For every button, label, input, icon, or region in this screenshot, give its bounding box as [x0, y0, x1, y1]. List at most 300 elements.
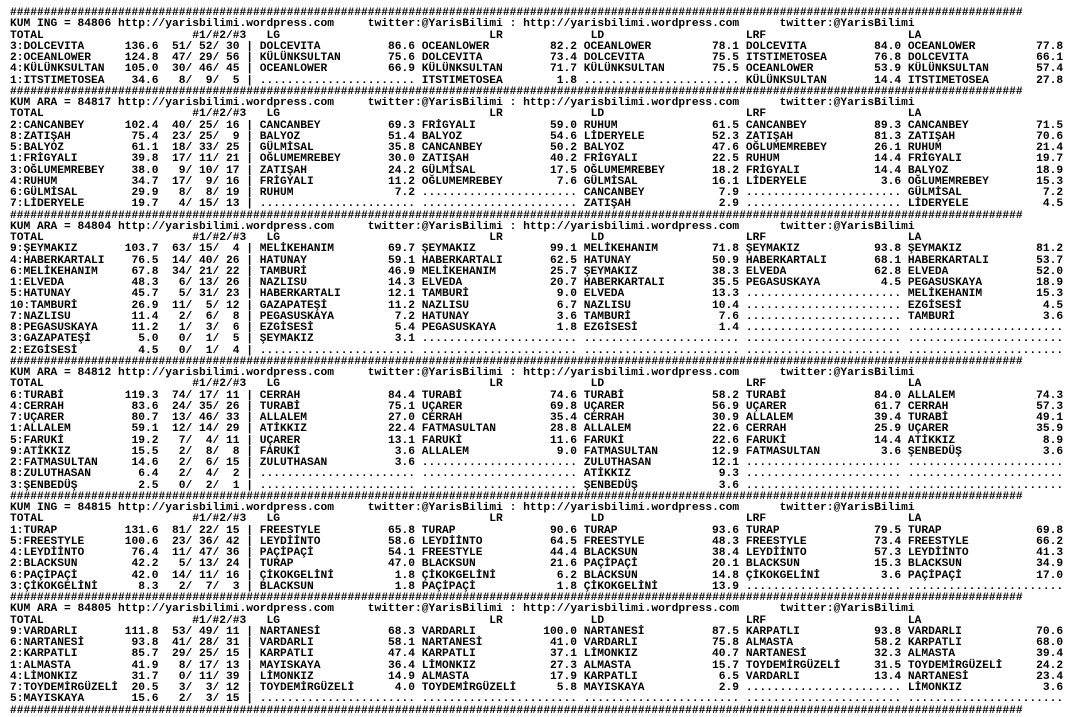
la-horse-name: HABERKARTALI: [907, 254, 989, 267]
place-2: 9: [205, 74, 213, 87]
lg-score: 22.4: [388, 423, 416, 436]
la-score: 3.6: [1042, 682, 1064, 694]
result-row: [10, 199, 1077, 210]
la-empty-dots: .......................: [907, 457, 1064, 469]
race-number: 84817: [77, 97, 112, 109]
ld-horse-name: UÇARER: [583, 400, 625, 413]
la-score: 18.9: [1036, 277, 1064, 289]
lrf-horse-name: ALMASTA: [745, 637, 794, 649]
column-header-lg: LG: [266, 513, 281, 526]
lrf-horse-name: LİDERYELE: [745, 175, 807, 188]
total-score: 102.4: [124, 119, 159, 132]
ld-horse-name: KÜLÜNKSULTAN: [583, 63, 665, 76]
la-horse-name: KARPATLI: [907, 637, 962, 649]
total-score: 105.0: [124, 63, 159, 76]
la-horse-name: ALMASTA: [907, 648, 956, 661]
entry-name: 1:ELVEDA: [10, 277, 65, 289]
place-3: 33: [226, 412, 240, 424]
result-row: [10, 244, 1077, 255]
place-3: 26: [226, 277, 240, 289]
slash: /: [212, 142, 220, 154]
gap: [415, 424, 422, 435]
column-header-lrf: LRF: [745, 378, 767, 391]
gap: [415, 469, 422, 480]
lg-horse-name: FREESTYLE: [259, 524, 321, 537]
la-score: 35.9: [1036, 423, 1064, 436]
lr-horse-name: ŞEYMAKIZ: [421, 243, 476, 256]
places-header: #1/#2/#3: [192, 378, 247, 391]
ld-horse-name: ŞENBEDÜŞ: [583, 479, 638, 492]
lr-horse-name: VARDARLI: [421, 625, 476, 638]
la-horse-name: ATİKKIZ: [907, 434, 956, 447]
place-2: 8: [205, 445, 213, 458]
lr-score: 41.0: [550, 637, 578, 649]
gap: [901, 154, 908, 165]
entry-name: 4:CERRAH: [10, 400, 65, 413]
place-2: 49: [199, 625, 213, 638]
lrf-horse-name: TOYDEMİRGÜZELİ: [745, 659, 841, 672]
lg-empty-dots: .......................: [259, 74, 416, 87]
lg-score: 68.3: [388, 625, 416, 638]
total-score: 45.7: [131, 288, 159, 301]
lrf-horse-name: LEYDİİNTO: [745, 547, 807, 559]
lr-empty-dots: .......................: [421, 479, 578, 492]
lr-empty-dots: .......................: [421, 468, 578, 481]
slash: /: [185, 558, 193, 571]
lr-score: 21.6: [550, 558, 578, 571]
entry-name: 6:TURABİ: [10, 389, 65, 402]
place-1: 2: [178, 457, 186, 469]
column-header-la: LA: [907, 108, 922, 121]
lrf-score: 93.8: [874, 625, 902, 638]
places-header: #1/#2/#3: [192, 108, 247, 121]
gap: [415, 199, 422, 210]
gap: [739, 469, 746, 480]
ld-score: 50.9: [712, 254, 740, 267]
place-3: 11: [226, 389, 240, 402]
place-1: 13: [172, 412, 186, 424]
lr-score: 35.4: [550, 412, 578, 424]
slash: /: [185, 119, 193, 132]
gap: [739, 154, 746, 165]
total-header: TOTAL: [10, 232, 44, 244]
ld-score: 75.8: [712, 637, 740, 649]
slash: /: [212, 198, 220, 211]
twitter-handle: twitter:@YarisBilimi: [779, 18, 915, 31]
ld-score: 10.4: [712, 299, 740, 312]
column-divider: |: [239, 243, 260, 256]
gap: [739, 424, 746, 435]
ld-score: 61.5: [712, 119, 740, 132]
place-3: 8: [232, 445, 240, 458]
lg-horse-name: TAMBURİ: [259, 265, 308, 278]
slash: /: [185, 254, 193, 267]
slash: /: [185, 434, 193, 447]
lg-score: 35.8: [388, 142, 416, 154]
place-3: 45: [226, 63, 240, 76]
entry-name: 1:ALLALEM: [10, 423, 71, 436]
ld-horse-name: ZATIŞAH: [583, 198, 632, 211]
place-2: 46: [199, 63, 213, 76]
lg-horse-name: FARUKİ: [259, 445, 301, 458]
place-1: 3: [178, 682, 186, 694]
lg-horse-name: CANCANBEY: [259, 119, 321, 132]
lr-horse-name: BLACKSUN: [421, 558, 476, 571]
slash: /: [185, 693, 193, 706]
result-row: [10, 649, 1077, 660]
place-1: 8: [178, 74, 186, 87]
lg-horse-name: TURABİ: [259, 400, 301, 413]
slash: /: [185, 423, 193, 436]
site-url: http://yarisbilimi.wordpress.com: [523, 502, 740, 514]
lrf-score: 61.7: [874, 400, 902, 413]
lrf-score: 84.0: [874, 389, 902, 402]
equals-sign: =: [57, 97, 78, 109]
column-divider: |: [239, 434, 260, 447]
lr-score: 3.6: [556, 310, 578, 323]
place-1: 11: [172, 299, 186, 312]
lrf-score: 84.0: [874, 40, 902, 53]
site-url: http://yarisbilimi.wordpress.com: [523, 367, 740, 379]
ld-score: 15.7: [712, 659, 740, 672]
place-2: 36: [199, 535, 213, 548]
lrf-horse-name: VARDARLI: [745, 670, 800, 683]
race-header: [10, 19, 1077, 30]
la-horse-name: TURABİ: [907, 412, 949, 424]
place-1: 11: [172, 547, 186, 559]
lg-score: 69.7: [388, 243, 416, 256]
gap: [415, 244, 422, 255]
lr-score: 100.0: [543, 625, 578, 638]
place-3: 23: [226, 288, 240, 301]
place-1: 30: [172, 63, 186, 76]
slash: /: [212, 52, 220, 64]
lg-score: 3.6: [394, 445, 416, 458]
lg-score: 11.2: [388, 175, 416, 188]
lrf-score: 57.3: [874, 547, 902, 559]
place-2: 7: [205, 580, 213, 593]
total-score: 19.2: [131, 434, 159, 447]
ld-score: 13.9: [712, 580, 740, 593]
ld-score: 13.3: [712, 288, 740, 301]
ld-horse-name: OĞLUMEMREBEY: [583, 164, 665, 177]
lr-score: 99.1: [550, 243, 578, 256]
entry-name: 10:TAMBURİ: [10, 299, 78, 312]
la-horse-name: OCEANLOWER: [907, 40, 976, 53]
lrf-score: 73.4: [874, 535, 902, 548]
separator: :: [502, 367, 524, 379]
slash: /: [212, 625, 220, 638]
place-2: 28: [199, 637, 213, 649]
lg-score: 11.2: [388, 299, 416, 312]
lrf-horse-name: RUHUM: [745, 153, 780, 166]
lrf-score: 89.3: [874, 119, 902, 132]
gap: [901, 64, 908, 75]
place-2: 25: [199, 648, 213, 661]
place-1: 53: [172, 625, 186, 638]
entry-name: 3:DOLCEVITA: [10, 40, 85, 53]
hash-divider: ######################################################################################################################################################: [10, 355, 1023, 368]
slash: /: [185, 457, 193, 469]
column-divider: |: [239, 670, 260, 683]
place-1: 47: [172, 52, 186, 64]
ld-horse-name: HATUNAY: [583, 254, 632, 267]
race-number: 84804: [77, 220, 112, 233]
lr-score: 90.6: [550, 524, 578, 537]
place-3: 25: [226, 142, 240, 154]
lr-score: 7.6: [556, 175, 578, 188]
lg-empty-dots: .......................: [259, 198, 416, 211]
column-divider: |: [239, 682, 260, 694]
slash: /: [212, 659, 220, 672]
ld-horse-name: CANCANBEY: [583, 187, 645, 199]
lr-horse-name: HATUNAY: [421, 310, 470, 323]
race-type: KUM ARA: [10, 367, 58, 379]
lr-horse-name: FARUKİ: [421, 434, 463, 447]
la-horse-name: OĞLUMEMREBEY: [907, 175, 989, 188]
la-horse-name: DOLCEVITA: [907, 52, 969, 64]
total-score: 26.9: [131, 299, 159, 312]
lr-horse-name: TOYDEMİRGÜZELİ: [421, 682, 517, 694]
column-divider: |: [239, 130, 260, 143]
column-divider: |: [239, 142, 260, 154]
lr-score: 73.4: [550, 52, 578, 64]
la-horse-name: EZGİSESİ: [907, 299, 962, 312]
la-horse-name: LEYDİİNTO: [907, 547, 969, 559]
lrf-horse-name: KÜLÜNKSULTAN: [745, 74, 827, 87]
site-url: http://yarisbilimi.wordpress.com: [118, 502, 335, 514]
lrf-score: 15.3: [874, 558, 902, 571]
ld-score: 2.9: [718, 682, 740, 694]
column-divider: |: [239, 693, 260, 706]
lg-score: 3.1: [394, 333, 416, 346]
lrf-empty-dots: .......................: [745, 479, 902, 492]
lrf-empty-dots: .......................: [745, 310, 902, 323]
slash: /: [212, 558, 220, 571]
race-number: 84805: [77, 603, 112, 616]
places-header: #1/#2/#3: [192, 513, 247, 526]
slash: /: [212, 265, 220, 278]
gap: [415, 154, 422, 165]
lg-horse-name: HABERKARTALI: [259, 288, 341, 301]
place-3: 3: [232, 580, 240, 593]
site-url: http://yarisbilimi.wordpress.com: [523, 220, 740, 233]
total-score: 59.1: [131, 423, 159, 436]
lr-score: 40.2: [550, 153, 578, 166]
place-1: 5: [178, 558, 186, 571]
column-divider: |: [239, 580, 260, 593]
lr-score: 59.0: [550, 119, 578, 132]
entry-name: 6:GÜLMİSAL: [10, 187, 78, 199]
la-score: 27.8: [1036, 74, 1064, 87]
ld-score: 12.1: [712, 457, 740, 469]
lg-horse-name: EZGİSESİ: [259, 322, 314, 334]
ld-score: 1.4: [718, 322, 740, 334]
ld-score: 87.5: [712, 625, 740, 638]
slash: /: [212, 175, 220, 188]
slash: /: [185, 389, 193, 402]
entry-name: 7:NAZLISU: [10, 310, 71, 323]
entry-name: 3:GAZAPATEŞİ: [10, 333, 92, 346]
lg-score: 75.6: [388, 52, 416, 64]
slash: /: [185, 333, 193, 346]
la-score: 41.3: [1036, 547, 1064, 559]
total-score: 76.4: [131, 547, 159, 559]
ld-horse-name: EZGİSESİ: [583, 322, 638, 334]
lr-empty-dots: .......................: [421, 187, 578, 199]
lr-score: 9.0: [556, 288, 578, 301]
la-horse-name: BLACKSUN: [907, 558, 962, 571]
slash: /: [185, 52, 193, 64]
result-row: [10, 424, 1077, 435]
gap: [577, 469, 584, 480]
total-score: 124.8: [124, 52, 159, 64]
slash: /: [185, 40, 193, 53]
la-horse-name: PEGASUSKAYA: [907, 277, 983, 289]
entry-name: 7:LİDERYELE: [10, 198, 85, 211]
place-2: 14: [199, 423, 213, 436]
lr-score: 50.2: [550, 142, 578, 154]
la-horse-name: CANCANBEY: [907, 119, 969, 132]
lg-empty-dots: .......................: [259, 344, 416, 357]
lg-empty-dots: .......................: [259, 468, 416, 481]
entry-name: 2:CANCANBEY: [10, 119, 85, 132]
place-3: 6: [232, 322, 240, 334]
twitter-handle: twitter:@YarisBilimi: [779, 220, 915, 233]
column-divider: |: [239, 164, 260, 177]
place-3: 12: [226, 299, 240, 312]
column-header-lrf: LRF: [745, 232, 767, 244]
ld-horse-name: BLACKSUN: [583, 547, 638, 559]
la-empty-dots: .......................: [907, 468, 1064, 481]
total-score: 61.1: [131, 142, 159, 154]
column-divider: |: [239, 547, 260, 559]
ld-score: 35.5: [712, 277, 740, 289]
ld-horse-name: FREESTYLE: [583, 535, 645, 548]
entry-name: 4:HABERKARTALI: [10, 254, 105, 267]
ld-horse-name: MAYISKAYA: [583, 682, 645, 694]
slash: /: [212, 153, 220, 166]
ld-horse-name: GÜLMİSAL: [583, 175, 638, 188]
la-score: 70.6: [1036, 130, 1064, 143]
column-header-lr: LR: [489, 29, 503, 42]
entry-name: 6:PAÇİPAÇİ: [10, 569, 78, 582]
lg-score: 1.8: [394, 569, 416, 582]
ld-score: 38.3: [712, 265, 740, 278]
total-score: 34.7: [131, 175, 159, 188]
slash: /: [212, 119, 220, 132]
lg-horse-name: DOLCEVITA: [259, 40, 321, 53]
ld-empty-dots: .......................: [583, 74, 740, 87]
place-3: 16: [226, 119, 240, 132]
lrf-horse-name: KARPATLI: [745, 625, 800, 638]
lr-empty-dots: .......................: [421, 198, 578, 211]
lrf-horse-name: NARTANESİ: [745, 648, 807, 661]
total-score: 103.7: [124, 243, 159, 256]
lrf-score: 68.1: [874, 254, 902, 267]
place-3: 5: [232, 333, 240, 346]
place-2: 6: [205, 457, 213, 469]
entry-name: 5:BALYOZ: [10, 142, 65, 154]
la-horse-name: MELİKEHANIM: [907, 288, 983, 301]
lr-horse-name: FATMASULTAN: [421, 423, 497, 436]
race-type: KUM ING: [10, 502, 58, 514]
gap: [901, 469, 908, 480]
ld-score: 16.1: [712, 175, 740, 188]
twitter-handle: twitter:@YarisBilimi: [779, 367, 915, 379]
ld-horse-name: TAMBURİ: [583, 310, 632, 323]
race-title: [10, 604, 118, 615]
lr-score: 20.7: [550, 277, 578, 289]
total-score: 11.4: [131, 310, 159, 323]
equals-sign: =: [57, 220, 78, 233]
entry-name: 6:MELİKEHANIM: [10, 265, 98, 278]
place-3: 12: [226, 682, 240, 694]
slash: /: [212, 423, 220, 436]
place-3: 4: [232, 243, 240, 256]
lg-horse-name: LEYDİİNTO: [259, 535, 321, 548]
lg-horse-name: ZULUTHASAN: [259, 457, 328, 469]
site-url: http://yarisbilimi.wordpress.com: [118, 18, 335, 31]
la-score: 18.9: [1036, 164, 1064, 177]
lrf-horse-name: TURABİ: [745, 389, 787, 402]
entry-name: 5:HATUNAY: [10, 288, 71, 301]
hash-divider: ######################################################################################################################################################: [10, 704, 1023, 717]
la-score: 15.3: [1036, 175, 1064, 188]
lrf-empty-dots: .......................: [745, 580, 902, 593]
lr-horse-name: HABERKARTALI: [421, 254, 503, 267]
lrf-empty-dots: .......................: [745, 457, 902, 469]
slash: /: [212, 74, 220, 87]
lg-score: 30.0: [388, 153, 416, 166]
total-score: 111.8: [124, 625, 159, 638]
ld-empty-dots: .......................: [583, 333, 740, 346]
ld-horse-name: FARUKİ: [583, 434, 625, 447]
place-2: 15: [199, 198, 213, 211]
column-header-ld: LD: [590, 378, 605, 391]
place-1: 7: [178, 434, 186, 447]
column-divider: |: [239, 310, 260, 323]
slash: /: [212, 479, 220, 492]
lrf-horse-name: UÇARER: [745, 400, 787, 413]
race-number: 84806: [77, 18, 112, 31]
place-2: 35: [199, 400, 213, 413]
total-score: 42.0: [131, 569, 159, 582]
la-horse-name: LİMONKIZ: [907, 682, 962, 694]
slash: /: [212, 580, 220, 593]
column-header-lr: LR: [489, 614, 503, 627]
lrf-score: 81.3: [874, 130, 902, 143]
gap: [739, 694, 746, 705]
slash: /: [212, 400, 220, 413]
entry-name: 4:RUHUM: [10, 175, 58, 188]
lr-horse-name: PEGASUSKAYA: [421, 322, 497, 334]
lr-score: 28.8: [550, 423, 578, 436]
total-score: 75.4: [131, 130, 159, 143]
entry-name: 8:ZATIŞAH: [10, 130, 71, 143]
place-3: 29: [226, 423, 240, 436]
column-headers: [10, 109, 1077, 120]
lr-empty-dots: .......................: [421, 333, 578, 346]
slash: /: [212, 434, 220, 447]
total-score: 80.7: [131, 412, 159, 424]
twitter-handle: twitter:@YarisBilimi: [779, 603, 915, 616]
place-2: 17: [199, 659, 213, 672]
slash: /: [185, 277, 193, 289]
lr-empty-dots: .......................: [421, 457, 578, 469]
ld-horse-name: CERRAH: [583, 412, 625, 424]
column-header-lg: LG: [266, 29, 281, 42]
